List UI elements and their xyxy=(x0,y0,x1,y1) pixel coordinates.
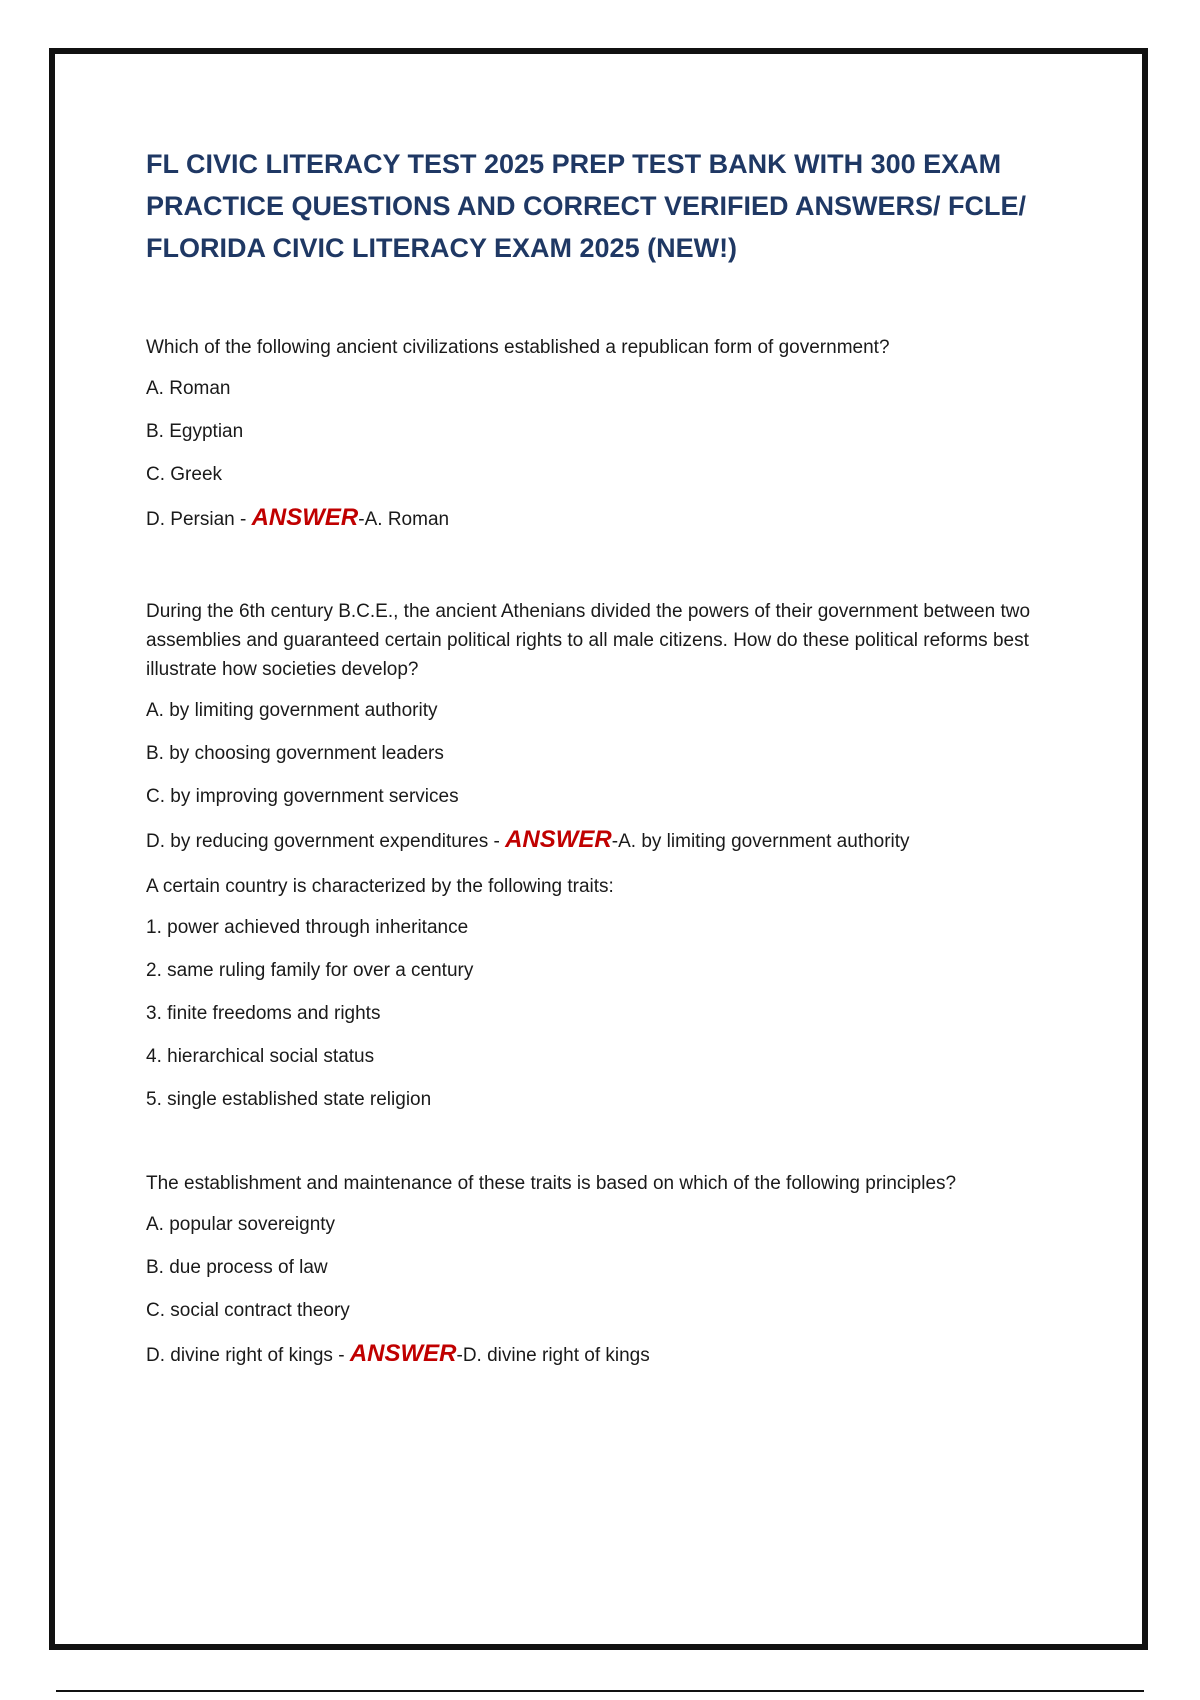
question-prompt: During the 6th century B.C.E., the ancient Athenians divided the powers of their government between two assemblies and guaranteed certain political rights to all male citizens. How do these political reforms best illustrate how societies develop? xyxy=(146,601,1031,680)
trait-item: 2. same ruling family for over a century xyxy=(146,960,474,981)
answer-label: ANSWER xyxy=(349,1340,457,1367)
answer-option: B. due process of law xyxy=(146,1257,328,1278)
correct-answer: A. Roman xyxy=(364,509,450,530)
answer-option: A. Roman xyxy=(146,378,231,399)
question-prompt: The establishment and maintenance of these traits is based on which of the following principles? xyxy=(146,1173,957,1194)
question-1 xyxy=(146,333,1046,533)
trait-item: 3. finite freedoms and rights xyxy=(146,1003,381,1024)
document-title: FL CIVIC LITERACY TEST 2025 PREP TEST BANK WITH 300 EXAM PRACTICE QUESTIONS AND CORRECT VERIFIED ANSWERS/ FCLE/ FLORIDA CIVIC LITERACY EXAM 2025 (NEW!) xyxy=(146,149,1027,263)
answer-option: A. by limiting government authority xyxy=(146,700,438,721)
answer-label: ANSWER xyxy=(505,826,612,853)
trait-item: 1. power achieved through inheritance xyxy=(146,917,469,938)
question-3 xyxy=(146,872,1046,1369)
trait-item: 5. single established state religion xyxy=(146,1089,432,1110)
trait-item: 4. hierarchical social status xyxy=(146,1046,375,1067)
answer-option: B. by choosing government leaders xyxy=(146,743,444,764)
answer-option: B. Egyptian xyxy=(146,421,244,442)
question-intro: A certain country is characterized by the following traits: xyxy=(146,876,614,897)
answer-option: D. Persian xyxy=(146,509,235,530)
answer-label: ANSWER xyxy=(251,504,359,531)
answer-option: A. popular sovereignty xyxy=(146,1214,336,1235)
bottom-divider xyxy=(56,1690,1144,1692)
answer-option: D. by reducing government expenditures xyxy=(146,831,489,852)
document-content xyxy=(146,143,1046,1386)
answer-option: C. social contract theory xyxy=(146,1300,350,1321)
answer-option: D. divine right of kings xyxy=(146,1345,333,1366)
answer-option-with-answer: D. Persian - ANSWER-A. Roman xyxy=(146,504,450,531)
answer-option: C. Greek xyxy=(146,464,223,485)
correct-answer: D. divine right of kings xyxy=(462,1345,650,1366)
answer-option-with-answer: D. by reducing government expenditures - ANSWER-A. by limiting government authority xyxy=(146,826,910,853)
answer-option: C. by improving government services xyxy=(146,786,459,807)
question-2 xyxy=(146,597,1046,855)
correct-answer: A. by limiting government authority xyxy=(618,831,910,852)
answer-option-with-answer: D. divine right of kings - ANSWER-D. divine right of kings xyxy=(146,1340,650,1367)
question-prompt: Which of the following ancient civilizations established a republican form of government? xyxy=(146,337,890,358)
